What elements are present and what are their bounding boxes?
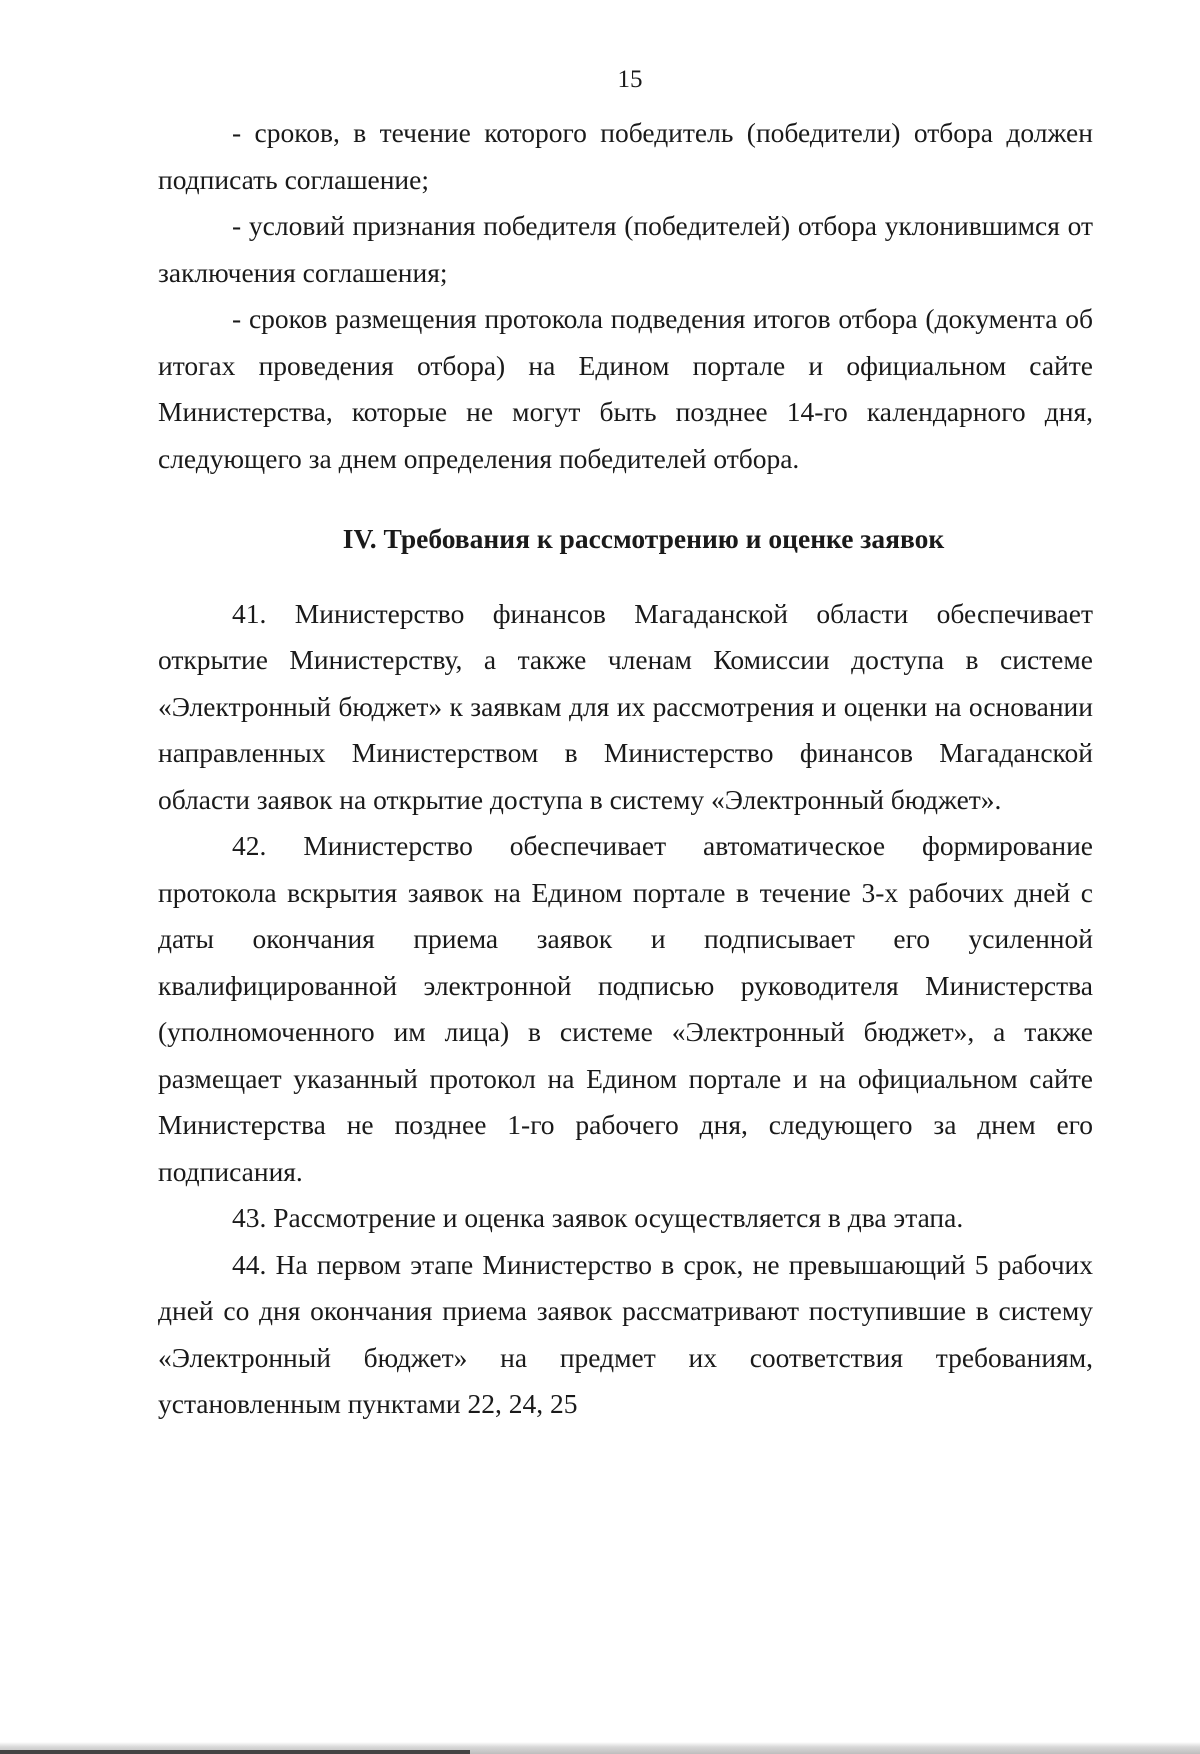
document-body [158,110,1093,1428]
paragraph-44: 44. На первом этапе Министерство в срок, не превышающий 5 рабочих дней со дня окончания приема заявок рассматривают поступившие в систему «Электронный бюджет» на предмет их соответствия требованиям, установленным пунктами 22, 24, 25 [158,1248,1093,1419]
section-heading: IV. Требования к рассмотрению и оценке заявок [342,523,945,554]
paragraph-signing-deadline: - сроков, в течение которого победитель (победители) отбора должен подписать соглашение; [158,117,1093,195]
paragraph-43: 43. Рассмотрение и оценка заявок осуществляется в два этапа. [232,1202,964,1233]
paragraph-evasion-conditions: - условий признания победителя (победителей) отбора уклонившимся от заключения соглашения; [158,210,1093,288]
page-number: 15 [617,66,643,93]
scan-bottom-edge [0,1742,1200,1754]
scan-edge-shadow [0,1750,470,1754]
paragraph-protocol-publication: - сроков размещения протокола подведения итогов отбора (документа об итогах проведения отбора) на Едином портале и официальном сайте Министерства, которые не могут быть позднее 14-го календарного дня, следующего за днем определения победителей отбора. [158,303,1093,474]
paragraph-42: 42. Министерство обеспечивает автоматическое формирование протокола вскрытия заявок на Едином портале в течение 3-х рабочих дней с даты окончания приема заявок и подписывает его усиленной квалифицированной электронной подписью руководителя Министерства (уполномоченного им лица) в системе «Электронный бюджет», а также размещает указанный протокол на Едином портале и на официальном сайте Министерства не позднее 1-го рабочего дня, следующего за днем его подписания. [158,830,1093,1187]
paragraph-41: 41. Министерство финансов Магаданской области обеспечивает открытие Министерству, а также членам Комиссии доступа в системе «Электронный бюджет» к заявкам для их рассмотрения и оценки на основании направленных Министерством в Министерство финансов Магаданской области заявок на открытие доступа в систему «Электронный бюджет». [158,597,1093,815]
